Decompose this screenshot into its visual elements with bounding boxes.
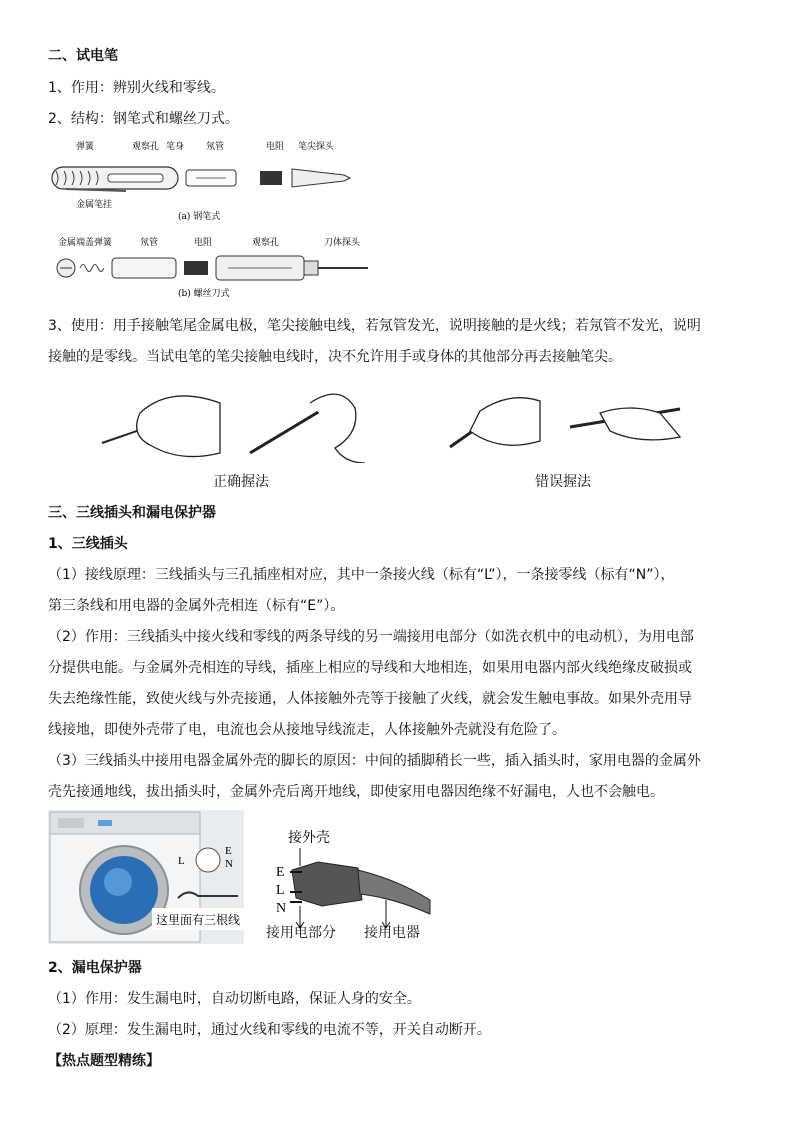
washer-letter-l: L — [178, 855, 185, 867]
label-spring-2: 弹簧 — [94, 238, 113, 248]
subsection-three-wire-plug: 1、三线插头 — [48, 536, 128, 552]
label-viewing-hole: 观察孔 — [132, 142, 160, 152]
washing-machine-figure — [48, 810, 244, 944]
plug-label-case: 接外壳 — [288, 830, 330, 846]
label-neon-tube-2: 氖管 — [140, 238, 159, 248]
washer-caption: 这里面有三根线 — [156, 913, 241, 927]
paragraph-usage-line1: 3、使用：用手接触笔尾金属电极，笔尖接触电线，若氖管发光，说明接触的是火线；若氖管不发光，说明 — [48, 318, 701, 334]
paragraph-role-line4: 线接地，即使外壳带了电，电流也会从接地导线流走，人体接触外壳就没有危险了。 — [48, 722, 566, 738]
label-blade-probe: 刀体探头 — [324, 238, 361, 248]
subsection-leakage-protector: 2、漏电保护器 — [48, 960, 142, 976]
gripping-methods-figure — [100, 383, 700, 463]
paragraph-role-line1: （2）作用：三线插头中接火线和零线的两条导线的另一端接用电部分（如洗衣机中的电动机），为用电部 — [48, 629, 694, 645]
label-spring: 弹簧 — [76, 142, 95, 152]
plug-letter-e: E — [276, 865, 285, 880]
paragraph-role-line2: 分提供电能。与金属外壳相连的导线，插座上相应的导线和大地相连，如果用电器内部火线绝缘皮破损或 — [48, 660, 692, 676]
paragraph-structure: 2、结构：钢笔式和螺丝刀式。 — [48, 111, 239, 127]
section-title-three-wire: 三、三线插头和漏电保护器 — [48, 505, 216, 521]
washer-letter-n: N — [225, 858, 233, 870]
paragraph-reason-line2: 壳先接通地线，拔出插头时，金属外壳后离开地线，即使家用电器因绝缘不好漏电，人也不会触电。 — [48, 784, 664, 800]
practice-heading: 【热点题型精练】 — [48, 1053, 160, 1069]
paragraph-protector-function: （1）作用：发生漏电时，自动切断电路，保证人身的安全。 — [48, 991, 421, 1007]
paragraph-usage-line2: 接触的是零线。当试电笔的笔尖接触电线时，决不允许用手或身体的其他部分再去接触笔尖。 — [48, 349, 622, 365]
caption-wrong-grip: 错误握法 — [535, 474, 591, 490]
label-resistor-2: 电阻 — [194, 238, 213, 248]
label-pen-body: 笔身 — [166, 142, 185, 152]
label-neon-tube: 氖管 — [206, 142, 225, 152]
plug-letter-n: N — [276, 901, 287, 916]
caption-correct-grip: 正确握法 — [213, 474, 269, 490]
paragraph-principle-line2: 第三条线和用电器的金属外壳相连（标有“E”）。 — [48, 598, 345, 614]
washer-letter-e: E — [225, 845, 232, 857]
paragraph-function: 1、作用：辨别火线和零线。 — [48, 80, 225, 96]
plug-letter-l: L — [276, 883, 285, 898]
label-tip-probe: 笔尖探头 — [298, 142, 335, 152]
pen-figure-caption: (a) 钢笔式 — [178, 212, 221, 222]
pen-style-test-pen-figure — [46, 137, 366, 225]
plug-label-appliance: 接用电器 — [364, 925, 420, 941]
screw-figure-caption: (b) 螺丝刀式 — [178, 289, 230, 299]
paragraph-protector-principle: （2）原理：发生漏电时，通过火线和零线的电流不等，开关自动断开。 — [48, 1022, 491, 1038]
label-metal-cap: 金属端盖 — [58, 238, 95, 248]
label-metal-clip: 金属笔挂 — [76, 200, 113, 210]
screwdriver-test-pen-figure — [46, 234, 376, 300]
label-resistor: 电阻 — [266, 142, 285, 152]
paragraph-reason-line1: （3）三线插头中接用电器金属外壳的脚长的原因：中间的插脚稍长一些，插入插头时，家用电器的金属外 — [48, 753, 701, 769]
section-title-test-pen: 二、试电笔 — [48, 48, 118, 64]
paragraph-principle-line1: （1）接线原理：三线插头与三孔插座相对应，其中一条接火线（标有“L”），一条接零线（标有“N”）， — [48, 567, 675, 583]
paragraph-role-line3: 失去绝缘性能，致使火线与外壳接通，人体接触外壳等于接触了火线，就会发生触电事故。如果外壳用导 — [48, 691, 692, 707]
plug-label-power-part: 接用电部分 — [266, 925, 336, 941]
label-viewing-hole-2: 观察孔 — [252, 238, 280, 248]
